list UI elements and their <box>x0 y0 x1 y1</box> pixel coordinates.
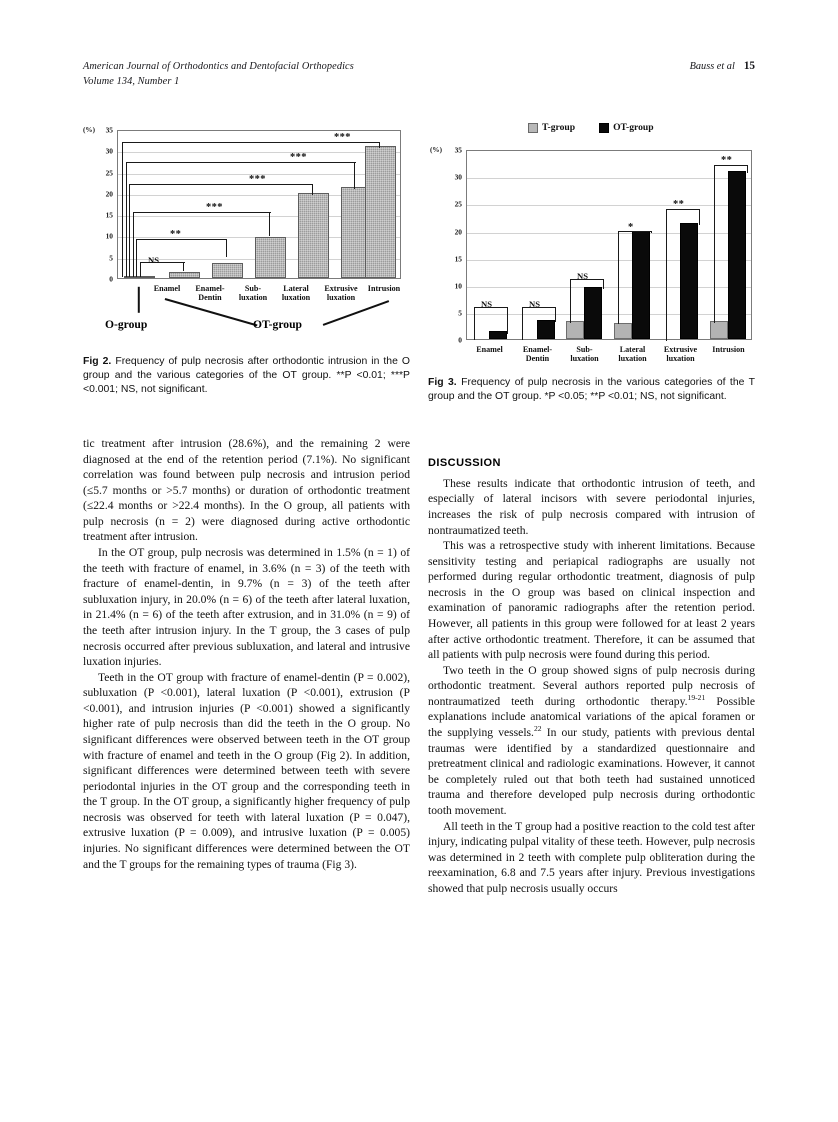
fig3-axis-unit: (%) <box>430 146 442 154</box>
fig3-bracket-subluxation <box>570 279 571 323</box>
fig3-bar-ot-enamel-dentin <box>537 320 555 340</box>
fig3-caption-text: Frequency of pulp necrosis in the various categories of the T group and the OT group. *P <0.05; **P <0.01; NS, not significant. <box>428 377 755 402</box>
fig3-ytick: 5 <box>458 308 462 318</box>
fig3-xlabel-lateral-luxation: Lateral luxation <box>618 345 647 364</box>
fig2-bracket-3 <box>269 212 270 236</box>
figure-2 <box>83 126 410 338</box>
fig2-ytick: 0 <box>109 274 113 284</box>
page-number: 15 <box>743 60 755 72</box>
fig2-sig-6: *** <box>334 132 351 143</box>
fig2-bar-enamel-dentin <box>212 263 243 278</box>
fig2-leader-ot-right <box>323 300 389 325</box>
fig3-caption <box>428 376 755 404</box>
fig2-bracket-ns <box>183 262 184 271</box>
fig3-ytick: 25 <box>454 199 462 209</box>
fig3-sig-intrusion: ** <box>721 155 733 166</box>
fig3-bracket-enamel-dentin <box>555 307 556 322</box>
fig3-legend <box>528 122 654 133</box>
fig2-bracket-2 <box>136 239 137 277</box>
fig2-sig-ns: NS <box>148 255 159 265</box>
fig3-xlabel-extrusive-luxation: Extrusive luxation <box>663 345 698 364</box>
fig3-xlabel-intrusion: Intrusion <box>712 345 745 354</box>
fig3-bracket-enamel-dentin <box>522 307 523 340</box>
reference-19-21: 19-21 <box>687 693 706 703</box>
fig2-ytick: 35 <box>105 125 113 135</box>
fig3-legend-item-ot-group <box>599 122 654 133</box>
fig3-sig-enamel: NS <box>481 299 492 309</box>
fig3-bar-ot-enamel <box>489 331 507 339</box>
fig3-xlabel-subluxation: Sub- luxation <box>570 345 599 364</box>
fig3-plot-area <box>466 150 752 340</box>
fig3-bar-ot-extrusive-luxation <box>680 223 698 339</box>
fig2-plot-area <box>117 130 401 279</box>
fig2-bar-lateral-luxation <box>298 193 329 278</box>
fig2-sig-2: ** <box>170 229 182 240</box>
running-head-right <box>690 60 755 72</box>
fig2-bracket-2 <box>226 239 227 257</box>
fig3-bracket-intrusion <box>714 165 715 323</box>
fig2-ytick: 30 <box>105 146 113 156</box>
fig3-bracket-extrusive <box>666 209 667 341</box>
fig2-bracket-6 <box>122 142 123 277</box>
running-head-left <box>83 60 354 90</box>
fig3-ytick: 20 <box>454 227 462 237</box>
paragraph-right-4: All teeth in the T group had a positive reaction to the cold test after injury, indicating pulpal vitality of these teeth. However, pulp necrosis was determined in 2 teeth with complete pulp obliteration during the reexamination, 6.8 and 7.5 years after injury. Previous investigations showed that pulp necrosis usually occurs <box>428 819 755 895</box>
figure-3 <box>428 122 758 362</box>
section-heading-discussion: DISCUSSION <box>428 457 501 469</box>
fig2-sig-3: *** <box>206 202 223 213</box>
fig2-bracket-ns <box>140 262 141 277</box>
fig2-bar-enamel <box>169 272 200 278</box>
fig2-xlabel-enamel: Enamel <box>153 284 181 293</box>
fig3-bar-t-lateral-luxation <box>614 323 632 340</box>
fig3-bracket-enamel <box>507 307 508 334</box>
fig3-bracket-intrusion <box>747 165 748 173</box>
fig2-caption-label: Fig 2. <box>83 356 112 367</box>
fig3-bracket-lateral <box>651 231 652 233</box>
fig2-bracket-4 <box>129 184 313 185</box>
body-column-right <box>428 456 755 896</box>
fig2-sig-5: *** <box>290 152 307 163</box>
fig3-bar-ot-lateral-luxation <box>632 231 650 340</box>
fig3-xlabel-enamel-dentin: Enamel- Dentin <box>522 345 553 364</box>
fig2-xlabel-enamel-dentin: Enamel- Dentin <box>195 284 225 303</box>
fig2-xlabel-intrusion: Intrusion <box>367 284 401 293</box>
fig2-ytick: 20 <box>105 189 113 199</box>
fig2-bracket-4 <box>312 184 313 195</box>
fig3-legend-label-t: T-group <box>542 122 576 133</box>
journal-title: American Journal of Orthodontics and Dentofacial Orthopedics <box>83 61 354 72</box>
paragraph-right-3b: Possible explanations include anatomical variations of the apical foramen or the supplying vessels. <box>428 694 755 740</box>
author-line: Bauss et al <box>689 61 735 72</box>
body-column-left <box>83 436 410 872</box>
fig3-legend-label-ot: OT-group <box>613 122 654 133</box>
paragraph-right-3c: In our study, patients with previous dental traumas were identified by a standardized questionnaire and pretreatment clinical and radiologic examinations. However, it cannot be completely ruled out that both teeth had sustained unnoticed trauma and therefore developed pulp necrosis during orthodontic tooth movement. <box>428 726 755 817</box>
fig3-legend-item-t-group <box>528 122 575 133</box>
fig2-ytick: 10 <box>105 231 113 241</box>
fig2-bar-intrusion <box>365 146 396 278</box>
fig3-bracket-extrusive <box>699 209 700 225</box>
fig2-bracket-2 <box>136 239 227 240</box>
fig2-ytick: 15 <box>105 210 113 220</box>
paragraph-right-3a: Two teeth in the O group showed signs of pulp necrosis during orthodontic treatment. Several authors reported pulp necrosis of nontraumatized teeth during orthodontic therapy. <box>428 663 755 708</box>
fig2-bracket-5 <box>354 162 355 189</box>
fig2-ytick: 25 <box>105 168 113 178</box>
paragraph-right-2: This was a retrospective study with inherent limitations. Because sensitivity testing and periapical radiographs are usually not performed during regular orthodontic treatment, diagnosis of pulp necrosis in the O group was based on clinical inspection and examination of panoramic radiographs after the retention period. However, all patients in this group were followed for at least 2 years after active orthodontic treatment. Therefore, it can be assumed that all patients with pulp necrosis were found during this period. <box>428 539 755 662</box>
fig2-bracket-ns <box>140 262 185 263</box>
fig2-bracket-6 <box>379 142 380 148</box>
fig3-bracket-enamel <box>474 307 475 340</box>
fig3-bar-t-intrusion <box>710 321 728 339</box>
fig2-caption-text: Frequency of pulp necrosis after orthodontic intrusion in the O group and the various categories of the OT group. **P <0.01; ***P <0.001; NS, not significant. <box>83 356 410 395</box>
paragraph-right-1: These results indicate that orthodontic intrusion of teeth, and especially of lateral incisors with severe periodontal injuries, increases the risk of pulp necrosis compared with intrusion of nontraumatized teeth. <box>428 476 755 537</box>
fig2-bracket-4 <box>129 184 130 277</box>
fig3-ytick: 0 <box>458 335 462 345</box>
fig3-bar-ot-intrusion <box>728 171 746 340</box>
legend-swatch-t-group <box>528 123 538 133</box>
fig3-ytick: 10 <box>454 281 462 291</box>
fig3-bracket-lateral <box>618 231 652 232</box>
volume-issue: Volume 134, Number 1 <box>83 75 180 87</box>
fig3-ytick: 35 <box>454 145 462 155</box>
fig3-sig-lateral: * <box>628 222 634 233</box>
fig2-group-ot: OT-group <box>253 318 302 331</box>
fig3-ytick: 30 <box>454 172 462 182</box>
fig2-bracket-3 <box>133 212 134 277</box>
fig2-leader-ot-left <box>165 298 258 326</box>
running-head <box>83 60 755 90</box>
fig2-sig-4: *** <box>249 174 266 185</box>
fig3-bar-t-subluxation <box>566 321 584 339</box>
fig3-sig-extrusive: ** <box>673 199 685 210</box>
fig2-bracket-5 <box>126 162 356 163</box>
fig3-ytick: 15 <box>454 254 462 264</box>
fig2-group-o: O-group <box>105 318 148 331</box>
fig2-bar-subluxation <box>255 237 286 278</box>
legend-swatch-ot-group <box>599 123 609 133</box>
fig2-xlabel-subluxation: Sub- luxation <box>238 284 268 303</box>
reference-22: 22 <box>533 724 542 734</box>
paragraph-right-3 <box>428 663 755 819</box>
fig3-sig-enamel-dentin: NS <box>529 299 540 309</box>
paragraph-left-2: In the OT group, pulp necrosis was determined in 1.5% (n = 1) of the teeth with fracture of enamel, in 3.6% (n = 3) of the teeth with fracture of enamel-dentin, in 9.7% (n = 3) of the teeth after subluxation injury, in 20.0% (n = 6) of the teeth after lateral luxation, in 21.4% (n = 6) of the teeth after extrusion, and in 31.0% (n = 9) of the teeth after intrusion injury. In the T group, the 3 cases of pulp necrosis occurred after previous subluxation, and lateral and intrusive luxation injuries. <box>83 546 410 669</box>
fig2-leader-o-group <box>138 287 140 313</box>
fig2-bracket-5 <box>126 162 127 277</box>
fig3-sig-subluxation: NS <box>577 271 588 281</box>
fig3-bar-ot-subluxation <box>584 287 602 340</box>
fig2-caption <box>83 355 410 396</box>
fig3-xlabel-enamel: Enamel <box>476 345 503 354</box>
fig2-xlabel-lateral-luxation: Lateral luxation <box>281 284 311 303</box>
fig3-bracket-subluxation <box>603 279 604 289</box>
fig2-xlabel-extrusive-luxation: Extrusive luxation <box>324 284 358 303</box>
fig2-ytick: 5 <box>109 253 113 263</box>
fig3-bracket-lateral <box>618 231 619 324</box>
fig2-axis-unit: (%) <box>83 126 95 134</box>
fig2-bracket-3 <box>133 212 271 213</box>
fig3-caption-label: Fig 3. <box>428 377 457 388</box>
paragraph-left-1: tic treatment after intrusion (28.6%), and the remaining 2 were diagnosed at the end of the retention period (7.1%). No significant correlation was found between pulp necrosis and intrusion period (≤5.7 months or >5.7 months) or duration of orthodontic treatment (≤22.4 months or >22.4 months). In the O group, all patients with pulp necrosis (n = 2) were diagnosed during active orthodontic treatment after intrusion. <box>83 437 410 544</box>
paragraph-left-3: Teeth in the OT group with fracture of enamel-dentin (P = 0.002), subluxation (P <0.001), lateral luxation (P <0.001), extrusion (P <0.001), and intrusion injuries (P <0.001) showed a significantly higher rate of pulp necrosis than did the teeth in the O group. No significant differences were observed between teeth in the OT group with fracture of enamel and teeth in the O group (Fig 2). In addition, significant differences were determined between teeth with severe periodontal injuries in the OT group and the corresponding teeth in the T group. In the OT group, a significantly higher frequency of pulp necrosis was observed for teeth with lateral luxation (P = 0.047), extrusive luxation (P = 0.009), and intrusive luxation (P = 0.005) injuries. No significant differences were determined between the OT and the T groups for the remaining types of trauma (Fig 3). <box>83 670 410 871</box>
